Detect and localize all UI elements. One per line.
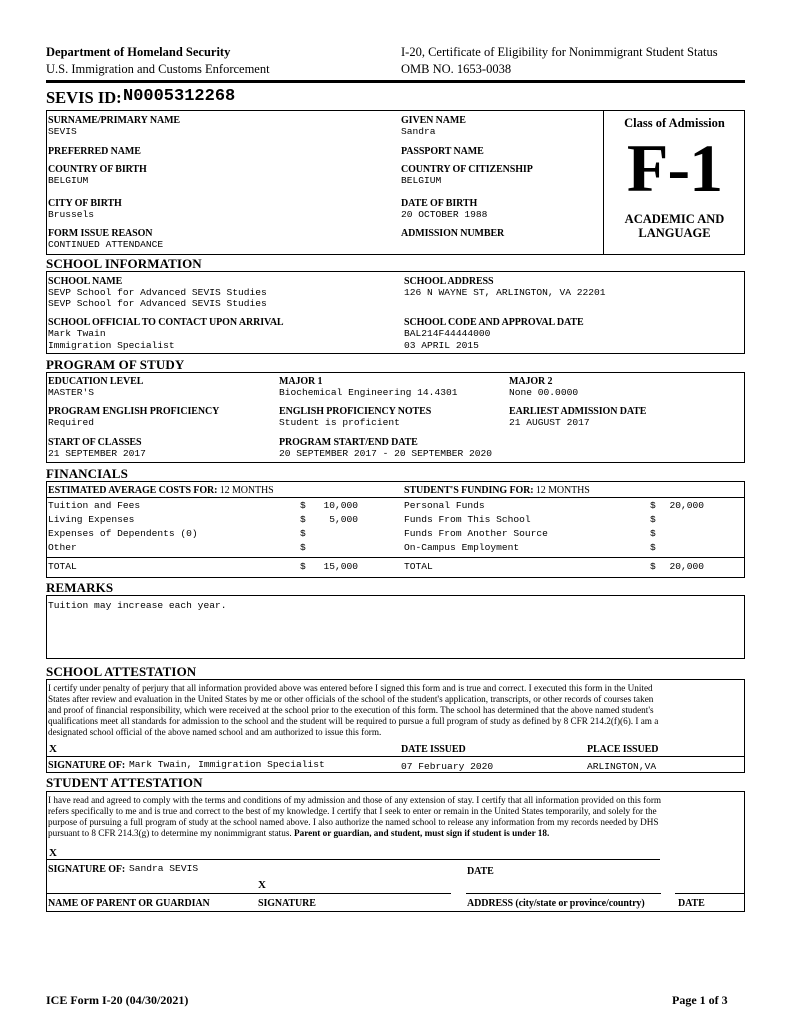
earliest-admission-label: EARLIEST ADMISSION DATE bbox=[509, 406, 647, 417]
funding-currency: $ bbox=[650, 528, 656, 539]
parent-signature-rule bbox=[46, 893, 451, 894]
school-attestation-line: States after review and evaluation in the United States by me or other officials of the school of the student's application, transcripts, or other records of courses taken bbox=[48, 694, 654, 705]
address-label: ADDRESS (city/state or province/country) bbox=[467, 898, 645, 909]
city-of-birth-label: CITY OF BIRTH bbox=[48, 198, 122, 209]
school-official-title: Immigration Specialist bbox=[48, 340, 175, 351]
school-attestation-line: I certify under penalty of perjury that all information provided above was entered before I signed this form and is true and correct. I executed this form in the United bbox=[48, 683, 653, 693]
funding-total-label: TOTAL bbox=[404, 561, 433, 572]
header-rule bbox=[46, 80, 745, 83]
surname-value: SEVIS bbox=[48, 126, 77, 137]
student-sign-x: X bbox=[49, 847, 57, 859]
cost-total-amount: 15,000 bbox=[323, 561, 358, 572]
student-attestation-line-a: pursuant to 8 CFR 214.3(g) to determine my nonimmigrant status. bbox=[48, 828, 294, 839]
student-attestation-line: refers specifically to me and is true and correct to the best of my knowledge. I certify that I seek to enter or remain in the United States temporarily, and solely for the bbox=[48, 806, 657, 817]
school-code-value: BAL214F44444000 bbox=[404, 328, 491, 339]
school-official-name: Mark Twain bbox=[48, 328, 106, 339]
cost-label: Living Expenses bbox=[48, 514, 135, 525]
cost-amount: 5,000 bbox=[329, 514, 358, 525]
school-attestation-line: designated school official of the above named school and am authorized to issue this form. bbox=[48, 727, 382, 738]
class-of-admission-title: Class of Admission bbox=[624, 116, 725, 130]
preferred-name-label: PREFERRED NAME bbox=[48, 146, 141, 157]
funding-label: Funds From Another Source bbox=[404, 528, 548, 539]
english-proficiency-value: Required bbox=[48, 417, 95, 428]
school-info-heading: SCHOOL INFORMATION bbox=[46, 256, 202, 271]
school-signature-label: SIGNATURE OF: bbox=[48, 760, 126, 771]
school-attestation-line: qualifications meet all standards for admission to the school and the student will be required to pursue a full program of study as defined by 8 CFR 214.2(f)(6). I am a bbox=[48, 716, 659, 727]
costs-heading bbox=[48, 485, 274, 496]
english-notes-value: Student is proficient bbox=[279, 417, 400, 428]
funding-label: Personal Funds bbox=[404, 500, 485, 511]
funding-heading bbox=[404, 485, 590, 496]
education-level-label: EDUCATION LEVEL bbox=[48, 376, 144, 387]
parent-name-label: NAME OF PARENT OR GUARDIAN bbox=[48, 898, 210, 909]
form-issue-reason-label: FORM ISSUE REASON bbox=[48, 228, 153, 239]
earliest-admission-value: 21 AUGUST 2017 bbox=[509, 417, 590, 428]
class-line1: ACADEMIC AND bbox=[624, 212, 725, 226]
english-proficiency-label: PROGRAM ENGLISH PROFICIENCY bbox=[48, 406, 220, 417]
student-attestation-under18: Parent or guardian, and student, must sign if student is under 18. bbox=[294, 828, 550, 839]
school-code-label: SCHOOL CODE AND APPROVAL DATE bbox=[404, 317, 584, 328]
form-issue-reason-value: CONTINUED ATTENDANCE bbox=[48, 239, 164, 250]
date2-label: DATE bbox=[678, 898, 705, 909]
start-of-classes-value: 21 SEPTEMBER 2017 bbox=[48, 448, 146, 459]
funding-currency: $ bbox=[650, 500, 656, 511]
city-of-birth-value: Brussels bbox=[48, 209, 95, 220]
department-name: Department of Homeland Security bbox=[46, 45, 231, 59]
address-rule bbox=[466, 893, 661, 894]
school-attestation-line: and proof of financial responsibility, which were received at the school prior to the execution of this form. The school has determined that the above named student's bbox=[48, 705, 654, 716]
admission-number-label: ADMISSION NUMBER bbox=[401, 228, 505, 239]
english-notes-label: ENGLISH PROFICIENCY NOTES bbox=[279, 406, 432, 417]
funding-label: Funds From This School bbox=[404, 514, 531, 525]
education-level-value: MASTER'S bbox=[48, 387, 95, 398]
cost-amount: 10,000 bbox=[323, 500, 358, 511]
omb-number: OMB NO. 1653-0038 bbox=[401, 62, 512, 76]
cost-currency: $ bbox=[300, 514, 306, 525]
date-issued-label: DATE ISSUED bbox=[401, 744, 466, 755]
financials-total-rule bbox=[46, 557, 745, 558]
student-attestation-text bbox=[48, 795, 743, 839]
sevis-id-label: SEVIS ID: bbox=[46, 88, 122, 107]
place-issued-value: ARLINGTON,VA bbox=[587, 761, 657, 772]
funding-total-amount: 20,000 bbox=[669, 561, 704, 572]
date-of-birth-label: DATE OF BIRTH bbox=[401, 198, 478, 209]
school-approval-date: 03 APRIL 2015 bbox=[404, 340, 479, 351]
date2-rule bbox=[675, 893, 745, 894]
cost-total-label: TOTAL bbox=[48, 561, 77, 572]
date-issued-value: 07 February 2020 bbox=[401, 761, 494, 772]
agency-name: U.S. Immigration and Customs Enforcement bbox=[46, 62, 270, 76]
remarks-heading: REMARKS bbox=[46, 580, 114, 595]
cost-currency: $ bbox=[300, 528, 306, 539]
parent-signature-label: SIGNATURE bbox=[258, 898, 316, 909]
form-title: I-20, Certificate of Eligibility for Nonimmigrant Student Status bbox=[401, 45, 718, 59]
cost-currency: $ bbox=[300, 500, 306, 511]
costs-period: 12 MONTHS bbox=[217, 485, 274, 496]
student-signature-value: Sandra SEVIS bbox=[129, 863, 199, 874]
place-issued-label: PLACE ISSUED bbox=[587, 744, 659, 755]
school-name-line1: SEVP School for Advanced SEVIS Studies bbox=[48, 287, 267, 298]
country-of-birth-label: COUNTRY OF BIRTH bbox=[48, 164, 147, 175]
major2-value: None 00.0000 bbox=[509, 387, 579, 398]
passport-name-label: PASSPORT NAME bbox=[401, 146, 484, 157]
student-attestation-heading: STUDENT ATTESTATION bbox=[46, 775, 203, 790]
start-of-classes-label: START OF CLASSES bbox=[48, 437, 142, 448]
funding-currency: $ bbox=[650, 542, 656, 553]
program-dates-label: PROGRAM START/END DATE bbox=[279, 437, 418, 448]
school-address-label: SCHOOL ADDRESS bbox=[404, 276, 494, 287]
major2-label: MAJOR 2 bbox=[509, 376, 553, 387]
school-sign-x: X bbox=[49, 743, 57, 755]
parent-sign-x: X bbox=[258, 879, 266, 891]
costs-label: ESTIMATED AVERAGE COSTS FOR: bbox=[48, 485, 218, 496]
footer-page-number: Page 1 of 3 bbox=[672, 993, 728, 1007]
major1-label: MAJOR 1 bbox=[279, 376, 323, 387]
program-heading: PROGRAM OF STUDY bbox=[46, 357, 185, 372]
school-attestation-heading: SCHOOL ATTESTATION bbox=[46, 664, 197, 679]
program-dates-value: 20 SEPTEMBER 2017 - 20 SEPTEMBER 2020 bbox=[279, 448, 493, 459]
country-of-citizenship-label: COUNTRY OF CITIZENSHIP bbox=[401, 164, 533, 175]
class-code: F-1 bbox=[626, 130, 723, 206]
student-attestation-line: purpose of pursuing a full program of study at the school named above. I also authorize the named school to release any information from my records needed by DHS bbox=[48, 817, 659, 828]
school-address-value: 126 N WAYNE ST, ARLINGTON, VA 22201 bbox=[404, 287, 606, 298]
funding-total-currency: $ bbox=[650, 561, 656, 572]
school-signature-rule bbox=[46, 756, 745, 757]
major1-value: Biochemical Engineering 14.4301 bbox=[279, 387, 458, 398]
financials-heading: FINANCIALS bbox=[46, 466, 128, 481]
financials-header-rule bbox=[46, 497, 745, 498]
student-date-label: DATE bbox=[467, 866, 494, 877]
country-of-birth-value: BELGIUM bbox=[48, 175, 89, 186]
footer-form-id: ICE Form I-20 (04/30/2021) bbox=[46, 993, 189, 1007]
student-attestation-line bbox=[48, 828, 743, 839]
school-name-line2: SEVP School for Advanced SEVIS Studies bbox=[48, 298, 267, 309]
school-official-label: SCHOOL OFFICIAL TO CONTACT UPON ARRIVAL bbox=[48, 317, 284, 328]
country-of-citizenship-value: BELGIUM bbox=[401, 175, 442, 186]
remarks-text: Tuition may increase each year. bbox=[48, 600, 227, 611]
funding-label: STUDENT'S FUNDING FOR: bbox=[404, 485, 534, 496]
cost-currency: $ bbox=[300, 542, 306, 553]
given-name-label: GIVEN NAME bbox=[401, 115, 466, 126]
given-name-value: Sandra bbox=[401, 126, 436, 137]
surname-label: SURNAME/PRIMARY NAME bbox=[48, 115, 180, 126]
student-attestation-line: I have read and agreed to comply with the terms and conditions of my admission and those of any extension of stay. I certify that all information provided on this form bbox=[48, 795, 662, 805]
date-of-birth-value: 20 OCTOBER 1988 bbox=[401, 209, 488, 220]
school-name-label: SCHOOL NAME bbox=[48, 276, 123, 287]
funding-currency: $ bbox=[650, 514, 656, 525]
funding-period: 12 MONTHS bbox=[533, 485, 590, 496]
funding-amount: 20,000 bbox=[669, 500, 704, 511]
school-attestation-text bbox=[48, 683, 743, 738]
sevis-id: N0005312268 bbox=[123, 87, 236, 106]
cost-label: Other bbox=[48, 542, 77, 553]
funding-label: On-Campus Employment bbox=[404, 542, 520, 553]
cost-label: Tuition and Fees bbox=[48, 500, 141, 511]
school-signature-value: Mark Twain, Immigration Specialist bbox=[129, 759, 325, 770]
student-signature-label: SIGNATURE OF: bbox=[48, 864, 126, 875]
student-signature-rule bbox=[46, 859, 660, 860]
cost-label: Expenses of Dependents (0) bbox=[48, 528, 198, 539]
class-line2: LANGUAGE bbox=[638, 226, 711, 240]
cost-total-currency: $ bbox=[300, 561, 306, 572]
